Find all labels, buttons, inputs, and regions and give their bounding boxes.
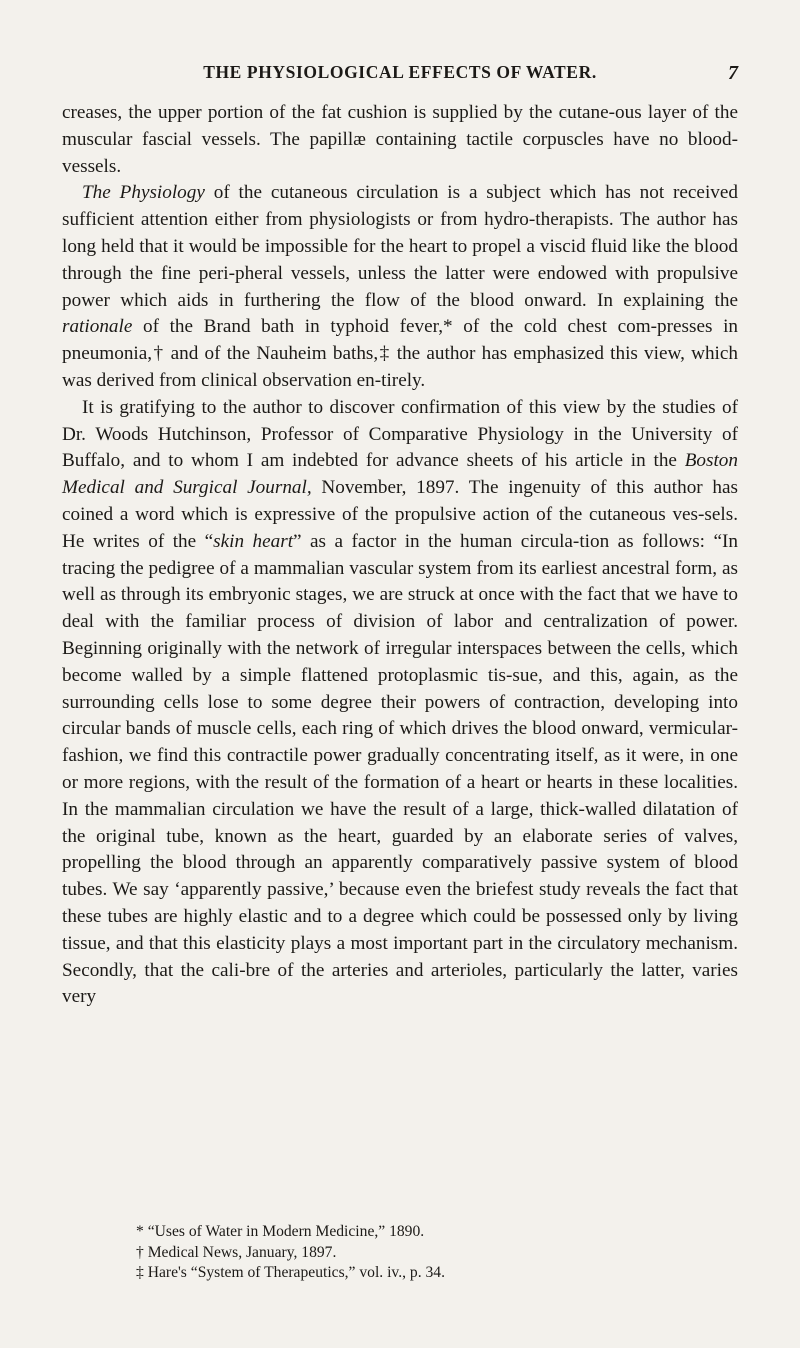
paragraph-1 — [62, 100, 738, 180]
footnote-2: † Medical News, January, 1897. — [136, 1243, 337, 1261]
page-number: 7 — [728, 62, 738, 84]
text-segment-italic: rationale — [62, 316, 133, 338]
text-segment: ” as a factor in the human circula-tion as follows: “In tracing the pedigree of a mammalian vascular system from its earliest ancestral form, as well as through its embryonic stages, we are struck at once with the fact that we have to deal with the familiar process of division of labor and centralization of power. Beginning originally with the network of irregular interspaces between the cells, which become walled by a simple flattened protoplasmic tis-sue, and this, again, as the surrounding cells lose to some degree their powers of contraction, developing into circular bands of muscle cells, each ring of which drives the blood onward, vermicular-fashion, we find this contractile power gradually concentrating itself, as it were, in one or more regions, with the result of the formation of a heart or hearts in these localities. In the mammalian circulation we have the result of a large, thick-walled dilatation of the original tube, known as the heart, guarded by an elaborate series of valves, propelling the blood through an apparently comparatively passive system of blood tubes. We say ‘apparently passive,’ because even the briefest study reveals the fact that these tubes are highly elastic and to a degree which could be possessed only by living tissue, and that this elasticity plays a most important part in the circulatory mechanism. Secondly, that the cali-bre of the arteries and arterioles, particularly the latter, varies very — [62, 530, 738, 1008]
footnote-1: * “Uses of Water in Modern Medicine,” 1890. — [136, 1223, 425, 1240]
text-segment: of the Brand bath in typhoid fever,* of the cold chest com-presses in pneumonia,† and of the Nauheim baths,‡ the author has emphasized this view, which was derived from clinical observation en-tirely. — [62, 316, 738, 391]
page-header — [62, 62, 738, 86]
footnote-3: ‡ Hare's “System of Therapeutics,” vol. iv., p. 34. — [136, 1264, 445, 1282]
paragraph-2 — [62, 180, 738, 394]
running-head: THE PHYSIOLOGICAL EFFECTS OF WATER. — [203, 62, 597, 82]
footnotes — [136, 1222, 736, 1284]
text-segment-italic: The Physiology — [82, 182, 205, 204]
text-segment: creases, the upper portion of the fat cushion is supplied by the cutane-ous layer of the muscular fascial vessels. The papillæ containing tactile corpuscles have no blood-vessels. — [62, 102, 738, 177]
body-text — [62, 100, 738, 1011]
text-segment: November, 1897. The ingenuity of this author has coined a word which is expressive of the propulsive action of the cutaneous ves-sels. He writes of the “ — [62, 477, 738, 552]
text-segment: It is gratifying to the author to discover confirmation of this view by the studies of Dr. Woods Hutchinson, Professor of Comparative Physiology in the University of Buffalo, and to whom I am indebted for advance sheets of his article in the — [62, 396, 738, 472]
text-segment-italic: Boston Medical and Surgical Journal, — [62, 450, 738, 499]
paragraph-3 — [62, 395, 738, 1011]
text-segment-italic: skin heart — [213, 530, 294, 552]
text-segment: of the cutaneous circulation is a subject which has not received sufficient attention either from physiologists or from hydro-therapists. The author has long held that it would be impossible for the heart to propel a viscid fluid like the blood through the fine peri-pheral vessels, unless the latter were endowed with propulsive power which aids in furthering the flow of the blood onward. In explaining the — [62, 182, 738, 311]
